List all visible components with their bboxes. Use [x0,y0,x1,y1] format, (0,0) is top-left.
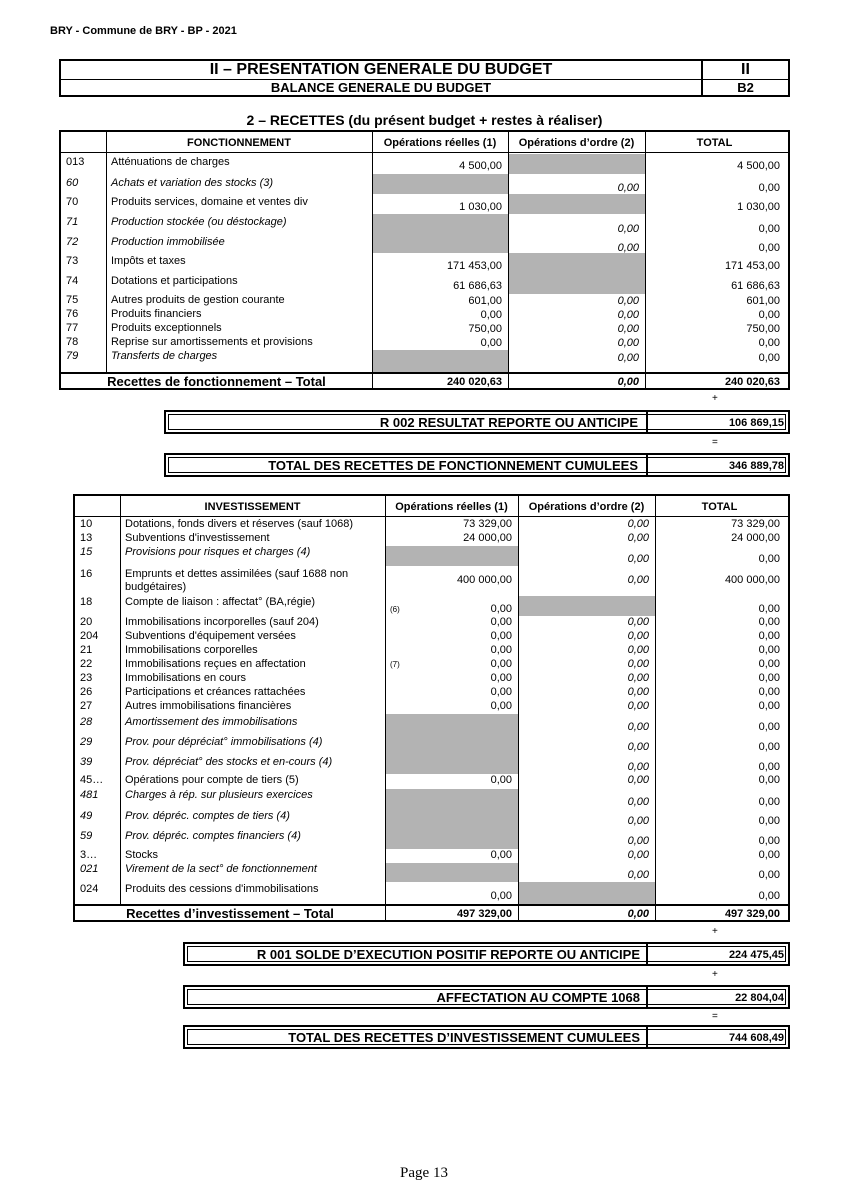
equals-sign: = [712,1011,718,1022]
reelles-value: 171 453,00 [446,260,502,272]
account-code: 73 [66,255,79,267]
reelles-value: 601,00 [468,295,502,307]
total-value: 0,00 [758,337,780,349]
ordre-value: 0,00 [617,295,639,307]
account-code: 013 [66,156,85,168]
account-label: Subventions d'équipement versées [125,630,296,642]
account-code: 021 [80,863,99,875]
ordre-value: 0,00 [627,700,649,712]
total-value: 171 453,00 [724,260,780,272]
account-code: 59 [80,830,93,842]
reelles-value: 0,00 [490,700,512,712]
ordre-value: 0,00 [627,761,649,773]
account-code: 71 [66,216,79,228]
account-label: Prov. dépréc. comptes financiers (4) [125,830,301,842]
empty-cell-shade [518,882,655,904]
total-value: 0,00 [758,774,780,786]
ordre-value: 0,00 [627,774,649,786]
account-code: 79 [66,350,79,362]
total-value: 0,00 [758,796,780,808]
total-value: 0,00 [758,686,780,698]
account-code: 29 [80,736,93,748]
total-value: 0,00 [758,309,780,321]
total-value: 61 686,63 [731,280,780,292]
total-value: 0,00 [758,815,780,827]
reelles-value: 1 030,00 [459,201,502,213]
ordre-value: 0,00 [617,323,639,335]
empty-cell-shade [385,714,518,734]
r002-box [164,410,790,434]
account-label: Provisions pour risques et charges (4) [125,546,311,558]
account-code: 45… [80,774,104,786]
account-code: 15 [80,546,93,558]
footnote-ref: (7) [390,660,400,669]
empty-cell-shade [372,350,508,372]
reelles-value: 0,00 [490,672,512,684]
total-value: 0,00 [758,890,780,902]
page-title: II – PRESENTATION GENERALE DU BUDGET [209,61,553,78]
account-label: Subventions d'investissement [125,532,270,544]
ordre-value: 0,00 [627,796,649,808]
invest-cumul-value: 744 608,49 [728,1032,784,1044]
ordre-value: 0,00 [627,815,649,827]
reelles-value: 0,00 [490,890,512,902]
account-code: 28 [80,716,93,728]
account-code: 13 [80,532,93,544]
total-value: 0,00 [758,741,780,753]
reelles-value: 0,00 [490,686,512,698]
account-label: Immobilisations incorporelles (sauf 204) [125,616,319,628]
account-label: Produits services, domaine et ventes div [111,196,308,208]
account-code: 20 [80,616,93,628]
ordre-value: 0,00 [627,658,649,670]
reelles-value: 73 329,00 [463,518,512,530]
title-block [59,59,790,97]
empty-cell-shade [372,233,508,253]
column-header: Opérations réelles (1) [395,501,508,513]
account-code: 204 [80,630,99,642]
total-total: 497 329,00 [724,908,780,920]
column-header: Opérations réelles (1) [383,137,497,149]
total-value: 0,00 [758,616,780,628]
account-code: 23 [80,672,93,684]
ordre-value: 0,00 [627,644,649,656]
reelles-value: 4 500,00 [459,160,502,172]
account-code: 77 [66,322,79,334]
account-code: 26 [80,686,93,698]
ordre-value: 0,00 [627,686,649,698]
fonct-cumul-box [164,453,790,477]
total-value: 0,00 [758,603,780,615]
fonct-cumul-value: 346 889,78 [728,460,784,472]
empty-cell-shade [385,546,518,566]
total-value: 0,00 [758,223,780,235]
ordre-value: 0,00 [627,835,649,847]
ordre-value: 0,00 [627,672,649,684]
account-code: 10 [80,518,93,530]
ordre-value: 0,00 [617,309,639,321]
total-reelles: 240 020,63 [446,376,502,388]
total-value: 400 000,00 [724,574,780,586]
account-label: Achats et variation des stocks (3) [111,177,274,189]
total-value: 0,00 [758,869,780,881]
account-label: Amortissement des immobilisations [125,716,298,728]
account-code: 16 [80,568,93,580]
account-code: 60 [66,177,79,189]
account-code: 75 [66,294,79,306]
total-value: 601,00 [746,295,780,307]
ordre-value: 0,00 [617,352,639,364]
account-label: Produits financiers [111,308,202,320]
ordre-value: 0,00 [627,574,649,586]
affectation-value: 22 804,04 [735,992,784,1004]
reelles-value: 0,00 [480,309,502,321]
account-label: Participations et créances rattachées [125,686,306,698]
ordre-value: 0,00 [627,849,649,861]
empty-cell-shade [508,194,645,214]
reelles-value: 0,00 [490,603,512,615]
account-code: 74 [66,275,79,287]
ordre-value: 0,00 [627,616,649,628]
account-code: 21 [80,644,93,656]
account-label: Prov. dépréciat° des stocks et en-cours (4) [125,756,333,768]
account-label: Autres produits de gestion courante [111,294,285,306]
total-value: 750,00 [746,323,780,335]
total-value: 0,00 [758,721,780,733]
account-label: Prov. dépréc. comptes de tiers (4) [125,810,290,822]
ordre-value: 0,00 [627,741,649,753]
investissement-table [73,494,790,922]
total-value: 0,00 [758,182,780,194]
account-label: Produits des cessions d'immobilisations [125,883,319,895]
footnote-ref: (6) [390,605,400,614]
plus-sign: + [712,969,718,980]
empty-cell-shade [508,154,645,174]
account-label: Immobilisations en cours [125,672,247,684]
r002-label: R 002 RESULTAT REPORTE OU ANTICIPE [379,415,638,430]
total-value: 73 329,00 [731,518,780,530]
account-label: Immobilisations reçues en affectation [125,658,306,670]
reelles-value: 0,00 [490,644,512,656]
invest-cumul-label: TOTAL DES RECETTES D’INVESTISSEMENT CUMULEES [288,1030,640,1045]
ordre-value: 0,00 [627,532,649,544]
column-divider [106,132,107,372]
ordre-value: 0,00 [627,869,649,881]
total-value: 0,00 [758,553,780,565]
ordre-value: 0,00 [617,182,639,194]
reelles-value: 61 686,63 [453,280,502,292]
total-value: 4 500,00 [737,160,780,172]
total-value: 0,00 [758,630,780,642]
total-value: 24 000,00 [731,532,780,544]
account-label: Autres immobilisations financières [125,700,292,712]
column-divider [508,132,509,388]
empty-cell-shade [372,214,508,233]
total-value: 0,00 [758,644,780,656]
r001-box [183,942,790,966]
account-label: Atténuations de charges [111,156,230,168]
header-divider [75,516,788,517]
account-code: 18 [80,596,93,608]
total-value: 0,00 [758,658,780,670]
r001-label: R 001 SOLDE D’EXECUTION POSITIF REPORTE OU ANTICIPE [256,947,640,962]
reelles-value: 0,00 [490,849,512,861]
account-label: Charges à rép. sur plusieurs exercices [125,789,313,801]
total-value: 0,00 [758,835,780,847]
account-label: Immobilisations corporelles [125,644,258,656]
account-label: Reprise sur amortissements et provisions [111,336,313,348]
ordre-value: 0,00 [617,337,639,349]
account-label: Stocks [125,849,159,861]
empty-cell-shade [385,808,518,828]
empty-cell-shade [385,863,518,882]
account-label: Dotations et participations [111,275,238,287]
total-value: 0,00 [758,761,780,773]
plus-sign: + [712,393,718,404]
empty-cell-shade [508,273,645,294]
account-code: 481 [80,789,99,801]
invest-cumul-box [183,1025,790,1049]
section-title: 2 – RECETTES (du présent budget + restes à réaliser) [246,112,603,128]
total-value: 0,00 [758,700,780,712]
account-label: Transferts de charges [111,350,218,362]
column-header: Opérations d’ordre (2) [528,501,645,513]
total-ordre: 0,00 [627,908,649,920]
column-divider [120,496,121,904]
ordre-value: 0,00 [617,242,639,254]
empty-cell-shade [385,734,518,754]
section-total-label: Recettes de fonctionnement – Total [107,374,326,389]
account-code: 27 [80,700,93,712]
affectation-box [183,985,790,1009]
account-label: Emprunts et dettes assimilées (sauf 1688 non budgétaires) [125,568,349,593]
account-code: 76 [66,308,79,320]
reelles-value: 0,00 [480,337,502,349]
reelles-value: 400 000,00 [456,574,512,586]
title-code: II [741,61,750,78]
account-code: 78 [66,336,79,348]
total-ordre: 0,00 [617,376,639,388]
column-header: TOTAL [696,137,733,149]
account-code: 3… [80,849,98,861]
total-total: 240 020,63 [724,376,780,388]
reelles-value: 0,00 [490,774,512,786]
account-code: 39 [80,756,93,768]
column-header: TOTAL [701,501,738,513]
account-label: Compte de liaison : affectat° (BA,régie) [125,596,316,608]
empty-cell-shade [372,174,508,194]
header-divider [61,152,788,153]
total-value: 1 030,00 [737,201,780,213]
account-code: 024 [80,883,99,895]
equals-sign: = [712,437,718,448]
page-subtitle: BALANCE GENERALE DU BUDGET [270,80,492,95]
empty-cell-shade [508,253,645,273]
page-number: Page 13 [400,1165,448,1181]
account-code: 49 [80,810,93,822]
column-header: Opérations d’ordre (2) [518,137,635,149]
account-label: Produits exceptionnels [111,322,222,334]
account-label: Impôts et taxes [111,255,186,267]
account-code: 70 [66,196,79,208]
total-reelles: 497 329,00 [456,908,512,920]
column-header: INVESTISSEMENT [204,501,301,513]
r001-value: 224 475,45 [728,949,784,961]
total-value: 0,00 [758,849,780,861]
reelles-value: 750,00 [468,323,502,335]
r002-value: 106 869,15 [728,417,784,429]
document-header: BRY - Commune de BRY - BP - 2021 [50,25,237,37]
empty-cell-shade [518,596,655,616]
empty-cell-shade [385,828,518,849]
plus-sign: + [712,926,718,937]
total-value: 0,00 [758,352,780,364]
ordre-value: 0,00 [627,630,649,642]
total-value: 0,00 [758,672,780,684]
account-label: Prov. pour dépréciat° immobilisations (4) [125,736,323,748]
reelles-value: 24 000,00 [463,532,512,544]
section-total-label: Recettes d’investissement – Total [126,906,334,921]
ordre-value: 0,00 [617,223,639,235]
column-header: FONCTIONNEMENT [187,137,291,149]
reelles-value: 0,00 [490,658,512,670]
subtitle-code: B2 [737,80,754,95]
reelles-value: 0,00 [490,630,512,642]
affectation-label: AFFECTATION AU COMPTE 1068 [436,990,640,1005]
account-label: Opérations pour compte de tiers (5) [125,774,299,786]
ordre-value: 0,00 [627,518,649,530]
reelles-value: 0,00 [490,616,512,628]
account-label: Virement de la sect° de fonctionnement [125,863,317,875]
empty-cell-shade [385,754,518,774]
fonctionnement-table [59,130,790,390]
total-value: 0,00 [758,242,780,254]
fonct-cumul-label: TOTAL DES RECETTES DE FONCTIONNEMENT CUMULEES [268,458,638,473]
ordre-value: 0,00 [627,721,649,733]
account-code: 22 [80,658,93,670]
empty-cell-shade [385,789,518,808]
account-label: Production stockée (ou déstockage) [111,216,287,228]
account-label: Dotations, fonds divers et réserves (sauf 1068) [125,518,354,530]
account-code: 72 [66,236,79,248]
ordre-value: 0,00 [627,553,649,565]
account-label: Production immobilisée [111,236,225,248]
